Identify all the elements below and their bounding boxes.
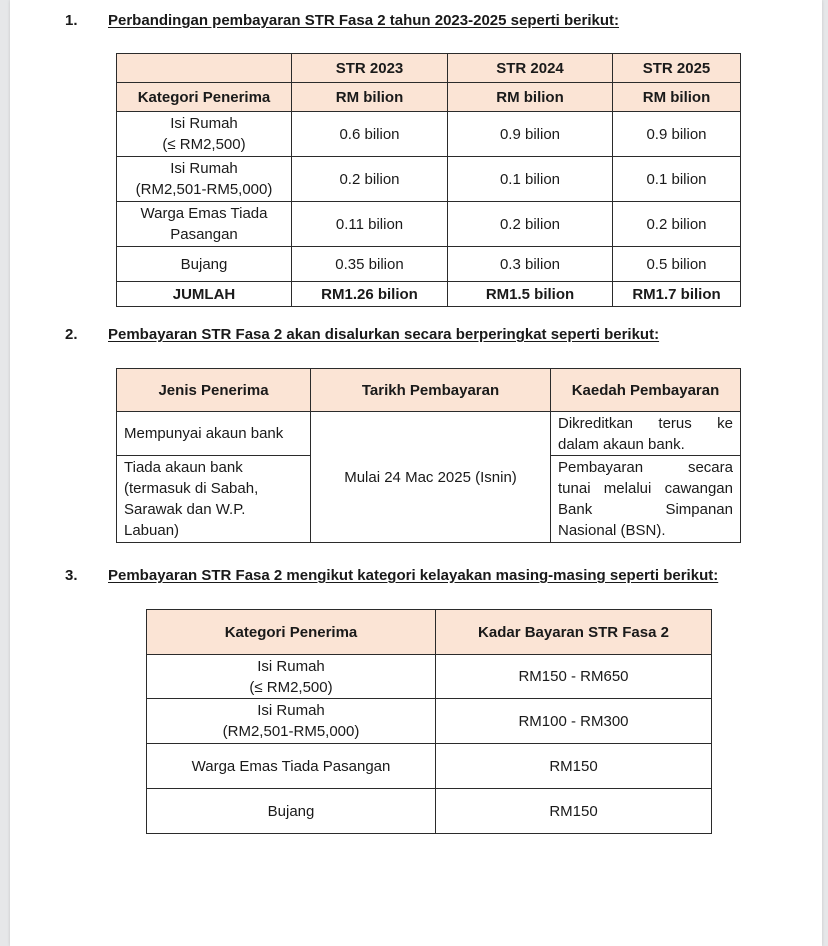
category-line: Isi Rumah	[257, 657, 325, 675]
year-header: STR 2023	[292, 54, 448, 83]
section-number: 3.	[65, 567, 78, 584]
category-cell	[117, 112, 292, 157]
recipient-line: Sarawak dan W.P.	[124, 501, 246, 518]
payment-method-header: Kaedah Pembayaran	[551, 369, 741, 412]
category-line: Isi Rumah	[257, 702, 325, 719]
table-header-row	[117, 54, 741, 83]
total-label: JUMLAH	[117, 282, 292, 307]
total-row	[117, 282, 741, 307]
method-line: Bank Simpanan	[558, 501, 733, 518]
recipient-line: Tiada akaun bank	[124, 459, 243, 476]
table-row	[147, 744, 712, 789]
category-cell	[117, 157, 292, 202]
table-row	[147, 655, 712, 699]
category-line: Pasangan	[170, 226, 238, 243]
value-cell: 0.9 bilion	[613, 112, 741, 157]
value-cell: 0.2 bilion	[448, 202, 613, 247]
table-header-row	[117, 83, 741, 112]
category-cell: Bujang	[117, 247, 292, 282]
section-number: 2.	[65, 326, 78, 343]
category-line: Isi Rumah	[170, 115, 238, 132]
document-page	[10, 0, 822, 946]
table-row	[117, 157, 741, 202]
recipient-line: (termasuk di Sabah,	[124, 480, 259, 497]
year-header: STR 2024	[448, 54, 613, 83]
payment-method-cell	[551, 456, 741, 543]
category-line: Isi Rumah	[170, 160, 238, 177]
value-cell: 0.2 bilion	[613, 202, 741, 247]
rate-cell: RM100 - RM300	[436, 699, 712, 744]
rate-cell: RM150 - RM650	[436, 655, 712, 699]
recipient-type-cell	[117, 456, 311, 543]
empty-header-cell	[117, 54, 292, 83]
unit-header: RM bilion	[613, 83, 741, 112]
section-number: 1.	[65, 12, 78, 29]
total-value: RM1.7 bilion	[613, 282, 741, 307]
category-line: (RM2,501-RM5,000)	[222, 723, 360, 740]
category-cell	[117, 202, 292, 247]
value-cell: 0.1 bilion	[448, 157, 613, 202]
value-cell: 0.3 bilion	[448, 247, 613, 282]
category-line: Warga Emas Tiada	[140, 205, 268, 222]
table-row	[147, 789, 712, 834]
unit-header: RM bilion	[292, 83, 448, 112]
str-comparison-table	[116, 53, 741, 307]
category-header: Kategori Penerima	[147, 610, 436, 655]
value-cell: 0.35 bilion	[292, 247, 448, 282]
value-cell: 0.9 bilion	[448, 112, 613, 157]
rate-cell: RM150	[436, 789, 712, 834]
table-header-row	[147, 610, 712, 655]
rate-header: Kadar Bayaran STR Fasa 2	[436, 610, 712, 655]
section-title: Pembayaran STR Fasa 2 akan disalurkan secara berperingkat seperti berikut:	[108, 326, 660, 343]
section-title: Pembayaran STR Fasa 2 mengikut kategori kelayakan masing-masing seperti berikut:	[108, 567, 719, 584]
table-header-row	[117, 369, 741, 412]
value-cell: 0.5 bilion	[613, 247, 741, 282]
category-cell: Bujang	[147, 789, 436, 834]
recipient-type-header: Jenis Penerima	[117, 369, 311, 412]
recipient-type-cell: Mempunyai akaun bank	[117, 412, 311, 456]
method-line: dalam akaun bank.	[558, 435, 685, 453]
payment-schedule-table	[116, 368, 741, 543]
recipient-line: Labuan)	[124, 522, 180, 539]
rate-cell: RM150	[436, 744, 712, 789]
value-cell: 0.6 bilion	[292, 112, 448, 157]
unit-header: RM bilion	[448, 83, 613, 112]
category-cell	[147, 655, 436, 699]
category-cell	[147, 699, 436, 744]
value-cell: 0.1 bilion	[613, 157, 741, 202]
method-line: Nasional (BSN).	[558, 522, 666, 539]
section-title: Perbandingan pembayaran STR Fasa 2 tahun 2023-2025 seperti berikut:	[108, 12, 620, 29]
payment-rate-table	[146, 609, 712, 834]
category-line: (≤ RM2,500)	[162, 136, 246, 153]
method-line: Pembayaran secara	[558, 459, 733, 476]
category-line: (RM2,501-RM5,000)	[135, 181, 273, 198]
value-cell: 0.2 bilion	[292, 157, 448, 202]
table-row	[117, 247, 741, 282]
payment-method-cell	[551, 412, 741, 456]
table-row	[147, 699, 712, 744]
table-row	[117, 112, 741, 157]
payment-date-cell: Mulai 24 Mac 2025 (Isnin)	[311, 412, 551, 543]
table-row	[117, 412, 741, 456]
total-value: RM1.26 bilion	[292, 282, 448, 307]
value-cell: 0.11 bilion	[292, 202, 448, 247]
category-line: (≤ RM2,500)	[249, 678, 333, 696]
method-line: Dikreditkan terus ke	[558, 414, 733, 432]
payment-date-header: Tarikh Pembayaran	[311, 369, 551, 412]
method-line: tunai melalui cawangan	[558, 480, 733, 497]
table-row	[117, 202, 741, 247]
year-header: STR 2025	[613, 54, 741, 83]
total-value: RM1.5 bilion	[448, 282, 613, 307]
category-header: Kategori Penerima	[117, 83, 292, 112]
category-cell: Warga Emas Tiada Pasangan	[147, 744, 436, 789]
